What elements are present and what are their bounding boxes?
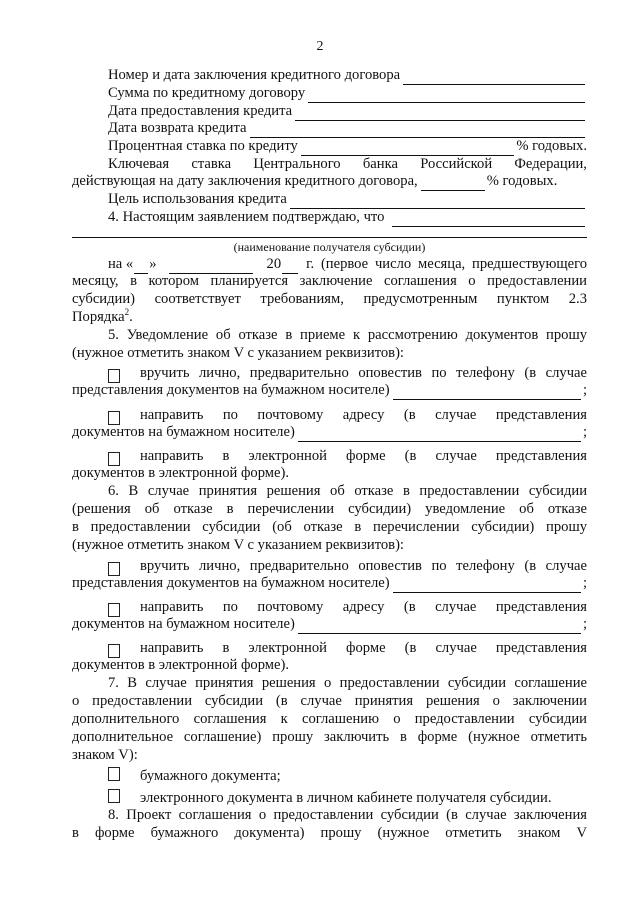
field-label: Сумма по кредитному договору: [108, 85, 306, 101]
blank-line[interactable]: [298, 428, 581, 442]
month-blank[interactable]: [169, 260, 253, 274]
checkbox[interactable]: [108, 452, 120, 466]
text: ;: [582, 382, 587, 398]
p5-option-2: [108, 407, 587, 425]
blank-line[interactable]: [421, 177, 485, 191]
text: направить в электронной форме (в случае представления: [140, 448, 587, 464]
text: представления документов на бумажном носителе): [72, 575, 390, 591]
blank-line[interactable]: [298, 620, 581, 634]
p8-line-2: в форме бумажного документа) прошу (нужное отметить знаком V: [72, 825, 587, 841]
blank-line[interactable]: [393, 579, 581, 593]
p4-line-1: [108, 256, 587, 274]
footnote-ref: 2: [124, 307, 130, 318]
p5-option-2-line-2: [72, 424, 587, 442]
blank-line[interactable]: [393, 386, 581, 400]
text: направить по почтовому адресу (в случае представления: [140, 599, 587, 615]
p7-option-1: [108, 767, 587, 786]
text: г. (первое число месяца, предшествующего: [306, 256, 587, 272]
p7-option-2: [108, 789, 587, 808]
year-blank[interactable]: [282, 260, 298, 274]
key-rate-line-1: [108, 156, 587, 174]
field-issue-date: [108, 103, 587, 121]
p5-option-3-line-2: документов в электронной форме).: [72, 465, 290, 481]
p6-option-3: [108, 640, 587, 658]
checkbox[interactable]: [108, 603, 120, 617]
field-label: действующая на дату заключения кредитного договора,: [72, 173, 418, 189]
text: Порядка: [72, 309, 125, 325]
p8-line-1: 8. Проект соглашения о предоставлении субсидии (в случае заключения: [108, 807, 587, 823]
p5-option-1-line-2: [72, 382, 587, 400]
word: ставка: [191, 156, 232, 172]
word: Центрального: [253, 156, 341, 172]
text: бумажного документа;: [140, 768, 281, 784]
field-purpose: [108, 191, 587, 209]
recipient-name-line[interactable]: [72, 223, 587, 238]
text: вручить лично, предварительно оповестив по телефону (в случае: [140, 558, 587, 574]
text: на «: [108, 256, 134, 272]
p6-option-2: [108, 599, 587, 617]
text: представления документов на бумажном носителе): [72, 382, 390, 398]
p7-line-5: знаком V):: [72, 747, 138, 763]
checkbox[interactable]: [108, 644, 120, 658]
word: Федерации,: [514, 156, 587, 172]
text: документов на бумажном носителе): [72, 424, 295, 440]
page-number: 2: [316, 39, 324, 54]
word: банка: [362, 156, 398, 172]
p4-line-3: субсидии) соответствует требованиям, предусмотренным пунктом 2.3: [72, 291, 587, 307]
p7-line-4: дополнительное соглашение) прошу заключить в форме (нужное отметить: [72, 729, 587, 745]
text: 4. Настоящим заявлением подтверждаю, что: [108, 209, 385, 225]
checkbox[interactable]: [108, 562, 120, 576]
field-number-date: [108, 67, 587, 85]
p7-line-2: о предоставлении субсидии (в случае принятия решения о заключении: [72, 693, 587, 709]
field-amount: [108, 85, 587, 103]
p4-line-4: [72, 309, 587, 327]
p7-line-3: дополнительного соглашения к соглашению о предоставлении субсидии: [72, 711, 587, 727]
recipient-name-caption: (наименование получателя субсидии): [233, 240, 426, 254]
blank-line[interactable]: [308, 89, 585, 103]
blank-line[interactable]: [250, 124, 586, 138]
text: направить в электронной форме (в случае представления: [140, 640, 587, 656]
rate-unit: % годовых.: [516, 138, 587, 154]
text: электронного документа в личном кабинете получателя субсидии.: [140, 790, 552, 806]
p4-line-2: месяцу, в котором планируется заключение соглашения о предоставлении: [72, 273, 587, 289]
blank-line[interactable]: [290, 195, 585, 209]
p5-line-1: 5. Уведомление об отказе в приеме к рассмотрению документов прошу: [108, 327, 587, 343]
field-label: Процентная ставка по кредиту: [108, 138, 298, 154]
p6-option-2-line-2: [72, 616, 587, 634]
text: документов на бумажном носителе): [72, 616, 295, 632]
field-label: Номер и дата заключения кредитного договора: [108, 67, 401, 83]
text: ;: [582, 616, 587, 632]
day-blank[interactable]: [134, 260, 148, 274]
text: ;: [582, 575, 587, 591]
p6-line-2: (решения об отказе в перечислении субсидии) уведомление об отказе: [72, 501, 587, 517]
field-label: Дата возврата кредита: [108, 120, 247, 136]
field-rate: [108, 138, 587, 156]
text: .: [129, 309, 133, 325]
p7-line-1: 7. В случае принятия решения о предоставлении субсидии соглашение: [108, 675, 587, 691]
text: 20: [266, 256, 282, 272]
p5-option-1: [108, 365, 587, 383]
checkbox[interactable]: [108, 411, 120, 425]
text: вручить лично, предварительно оповестив по телефону (в случае: [140, 365, 587, 381]
blank-line[interactable]: [295, 107, 585, 121]
p5-line-2: (нужное отметить знаком V с указанием реквизитов):: [72, 345, 404, 361]
p6-line-3: в предоставлении субсидии (об отказе в перечислении субсидии) прошу: [72, 519, 587, 535]
text: ;: [582, 424, 587, 440]
rate-unit: % годовых.: [486, 173, 558, 189]
checkbox[interactable]: [108, 767, 120, 781]
p5-option-3: [108, 448, 587, 466]
checkbox[interactable]: [108, 369, 120, 383]
p6-option-1: [108, 558, 587, 576]
key-rate-line-2: [72, 173, 587, 191]
text: »: [149, 256, 157, 272]
checkbox[interactable]: [108, 789, 120, 803]
blank-line[interactable]: [301, 142, 515, 156]
p6-option-3-line-2: документов в электронной форме).: [72, 657, 290, 673]
word: Ключевая: [108, 156, 170, 172]
field-label: Цель использования кредита: [108, 191, 287, 207]
p6-option-1-line-2: [72, 575, 587, 593]
p6-line-4: (нужное отметить знаком V с указанием реквизитов):: [72, 537, 404, 553]
field-return-date: [108, 120, 587, 138]
field-label: Дата предоставления кредита: [108, 103, 293, 119]
text: направить по почтовому адресу (в случае представления: [140, 407, 587, 423]
p6-line-1: 6. В случае принятия решения об отказе в предоставлении субсидии: [108, 483, 587, 499]
blank-line[interactable]: [403, 71, 585, 85]
word: Российской: [420, 156, 493, 172]
